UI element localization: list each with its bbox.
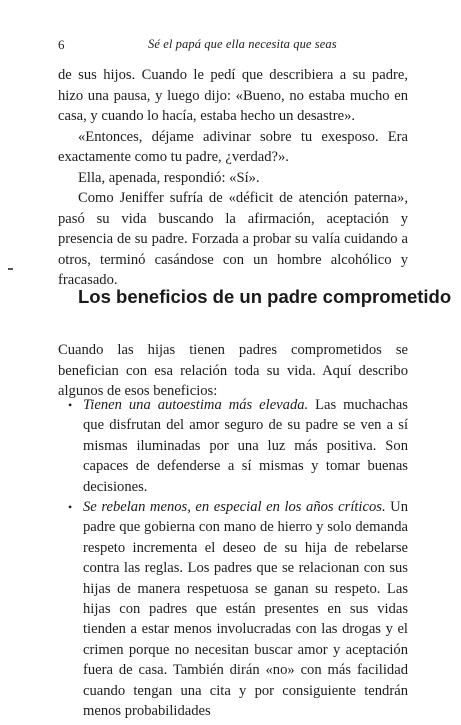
- list-item: [68, 497, 408, 721]
- bullet-icon: •: [68, 500, 73, 515]
- running-title: Sé el papá que ella necesita que seas: [148, 37, 337, 51]
- paragraph: «Entonces, déjame adivinar sobre tu exesposo. Era exactamente como tu padre, ¿verdad?».: [58, 128, 408, 165]
- paragraph: Como Jeniffer sufría de «déficit de atención paterna», pasó su vida buscando la afirmación, aceptación y presencia de su padre. Forzada a probar su valía cuidando a otros, terminó casándose con un hombre alcohólico y fracasado.: [58, 190, 408, 288]
- page-number: 6: [58, 37, 65, 52]
- bullet-lead: Tienen una autoestima más elevada.: [83, 397, 309, 413]
- margin-mark: [8, 268, 13, 270]
- bullet-text: Un padre que gobierna con mano de hierro y solo demanda respeto incrementa el deseo de su hija de rebelarse contra las reglas. Los padres que se relacionan con sus hijas de manera respetuosa se ganan su respeto. Las hijas con padres que están presentes en sus vidas tienden a estar menos involucradas con las drogas y el crimen porque no necesitan buscar amor y aceptación fuera de casa. También dirán «no» con más facilidad cuando tengan una cita y por consiguiente tendrán menos probabilidades: [83, 499, 408, 720]
- bullet-icon: •: [68, 398, 73, 412]
- page-header: [58, 37, 403, 53]
- benefits-list: [68, 395, 408, 722]
- section-intro: [58, 340, 408, 402]
- section-heading: Los beneficios de un padre comprometido: [78, 286, 452, 307]
- intro-paragraph: Cuando las hijas tienen padres comprometidos se benefician con esa relación toda su vida. Aquí describo algunos de esos beneficios:: [58, 342, 408, 399]
- bullet-text: Las muchachas que disfrutan del amor seguro de su padre se ven a sí mismas iluminadas por una luz más positiva. Son capaces de defenderse a sí mismas y tomar buenas decisiones.: [83, 397, 408, 495]
- paragraph: Ella, apenada, respondió: «Sí».: [78, 169, 260, 186]
- opening-text: [58, 65, 408, 291]
- bullet-lead: Se rebelan menos, en especial en los años críticos.: [83, 499, 386, 516]
- paragraph-continued: de sus hijos. Cuando le pedí que describiera a su padre, hizo una pausa, y luego dijo: «Bueno, no estaba mucho en casa, y cuando lo hacía, estaba hecho un desastre».: [58, 67, 408, 124]
- list-item: [68, 395, 408, 497]
